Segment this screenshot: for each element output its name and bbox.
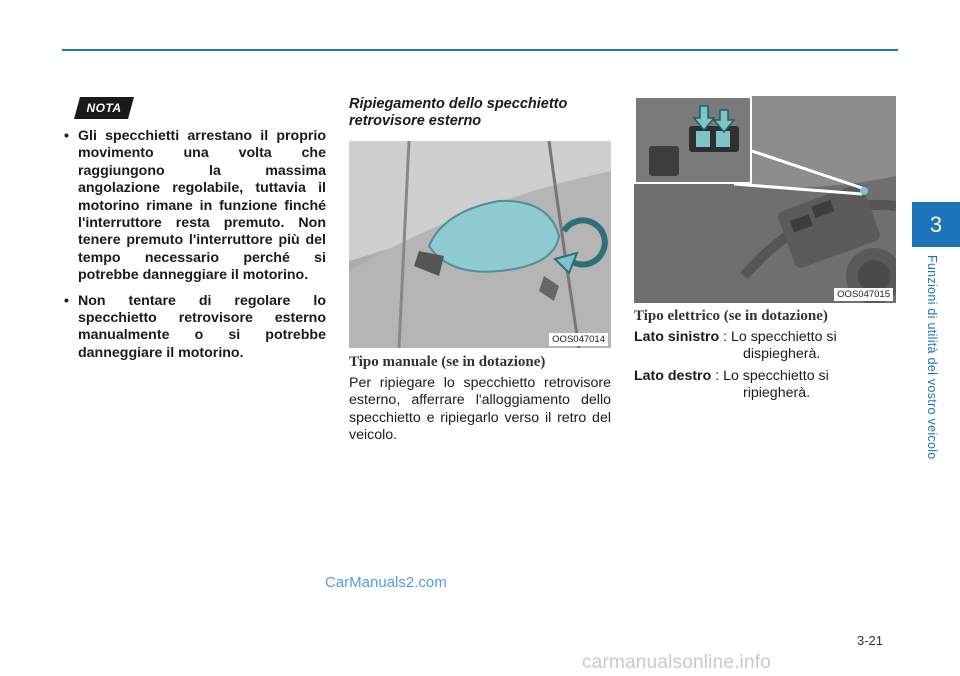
note-item: • Non tentare di regolare lo specchietto retrovisore esterno manualmente o si potrebbe danneggiare il motorino. bbox=[64, 293, 326, 363]
left-side-desc-cont: dispiegherà. bbox=[743, 346, 821, 363]
chapter-side-title bbox=[921, 255, 943, 495]
header-rule bbox=[62, 49, 898, 51]
chapter-tab: 3 bbox=[912, 202, 960, 247]
watermark-bottom: carmanualsonline.info bbox=[582, 652, 772, 673]
left-side-definition bbox=[634, 329, 896, 364]
note-badge bbox=[74, 97, 134, 119]
right-side-desc: : Lo specchietto si bbox=[715, 368, 829, 384]
note-item: • Gli specchietti arrestano il proprio movimento una volta che raggiungono la massima angolazione regolabile, tuttavia il motorino rimane in funzione finché l'interruttore resta premuto. Non tenere premuto l'interruttore più del tempo necessario perché si potrebbe danneggiare il motorino. bbox=[64, 128, 326, 285]
watermark-top: CarManuals2.com bbox=[325, 574, 447, 591]
right-side-definition bbox=[634, 368, 896, 403]
note-list bbox=[64, 128, 326, 370]
page-number: 3-21 bbox=[857, 633, 884, 648]
note-badge-label: NOTA bbox=[86, 101, 122, 115]
section-title: Ripiegamento dello specchietto retrovisore esterno bbox=[349, 96, 568, 129]
figure-code: OOS047014 bbox=[549, 333, 608, 346]
electric-switch-figure bbox=[634, 96, 896, 303]
manual-type-text: Per ripiegare lo specchietto retrovisore esterno, afferrare l'alloggiamento dello specchietto e ripiegarlo verso il retro del veicolo. bbox=[349, 375, 611, 444]
right-side-term: Lato destro bbox=[634, 368, 712, 384]
manual-mirror-illustration bbox=[349, 141, 611, 348]
figure-code: OOS047015 bbox=[834, 288, 893, 301]
left-side-desc: : Lo specchietto si bbox=[723, 329, 837, 345]
right-side-desc-cont: ripiegherà. bbox=[743, 385, 811, 402]
manual-mirror-figure bbox=[349, 141, 611, 348]
door-switch-illustration bbox=[634, 96, 896, 303]
electric-type-heading: Tipo elettrico (se in dotazione) bbox=[634, 308, 828, 324]
manual-type-heading: Tipo manuale (se in dotazione) bbox=[349, 354, 546, 370]
left-side-term: Lato sinistro bbox=[634, 329, 720, 345]
chapter-title: Funzioni di utilità del vostro veicolo bbox=[925, 255, 939, 460]
